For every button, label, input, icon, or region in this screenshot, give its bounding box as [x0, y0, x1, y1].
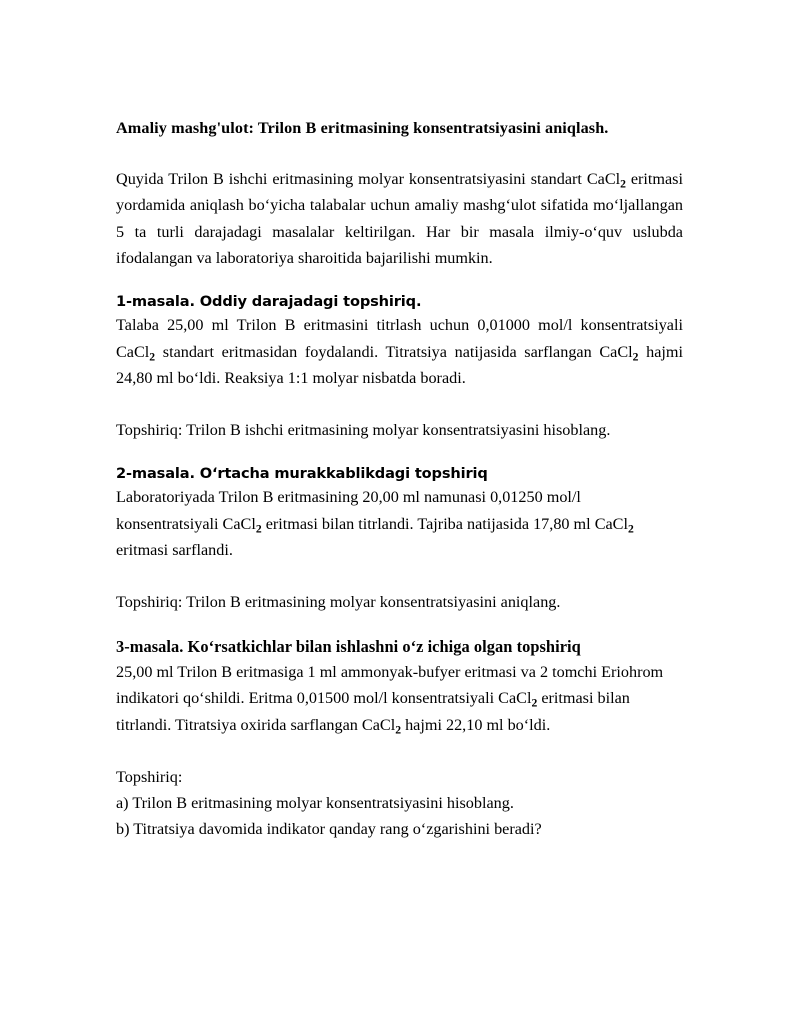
- masala-3-heading: 3-masala. Ko‘rsatkichlar bilan ishlashni o‘z ichiga olgan topshiriq: [116, 637, 581, 657]
- spacer: [116, 271, 683, 291]
- spacer: [116, 615, 683, 635]
- masala-3-body: [116, 659, 683, 738]
- spacer: [116, 563, 683, 589]
- masala-1-text-part1: Talaba 25,00 ml Trilon B eritmasini titrlash uchun 0,01000 mol/l konsentratsiyali CaCl: [116, 316, 683, 361]
- masala-3-text-part2: eritmasi bilan titrlandi. Titratsiya oxirida sarflangan CaCl: [116, 689, 630, 734]
- masala-2-text-part2: eritmasi bilan titrlandi. Tajriba natijasida 17,80 ml CaCl: [261, 514, 628, 533]
- masala-2-text-part3: eritmasi sarflandi.: [116, 540, 233, 559]
- intro-paragraph: [116, 166, 683, 271]
- masala-3-text-part1: 25,00 ml Trilon B eritmasiga 1 ml ammonyak-bufyer eritmasi va 2 tomchi Eriohrom indikatori qo‘shildi. Eritma 0,01500 mol/l konsentratsiyali CaCl: [116, 663, 664, 708]
- masala-1-body: [116, 312, 683, 391]
- subscript-two: 2: [395, 722, 402, 736]
- masala-3-text-part3: hajmi 22,10 ml bo‘ldi.: [401, 715, 551, 734]
- subscript-two: 2: [531, 696, 538, 710]
- intro-text-part1: Quyida Trilon B ishchi eritmasining molyar konsentratsiyasini standart CaCl: [116, 170, 621, 189]
- spacer: [116, 391, 683, 417]
- spacer: [116, 738, 683, 764]
- masala-2-text-part1: Laboratoriyada Trilon B eritmasining 20,00 ml namunasi 0,01250 mol/l konsentratsiyali CaCl: [116, 488, 581, 533]
- subscript-two: 2: [627, 521, 634, 535]
- masala-2-heading: 2-masala. O‘rtacha murakkablikdagi topshiriq: [116, 465, 488, 483]
- intro-text-part2: eritmasi yordamida aniqlash bo‘yicha talabalar uchun amaliy mashg‘ulot sifatida mo‘ljallangan 5 ta turli darajadagi masalalar keltirilgan. Har bir masala ilmiy-o‘quv uslubda ifodalangan va laboratoriya sharoitida bajarilishi mumkin.: [116, 170, 683, 267]
- spacer: [116, 443, 683, 463]
- masala-1-text-part2: standart eritmasidan foydalandi. Titratsiya natijasida sarflangan CaCl: [155, 342, 633, 361]
- masala-1-task: Topshiriq: Trilon B ishchi eritmasining molyar konsentratsiyasini hisoblang.: [116, 421, 611, 440]
- subscript-two: 2: [620, 177, 626, 191]
- masala-1-heading: 1-masala. Oddiy darajadagi topshiriq.: [116, 293, 422, 311]
- masala-3-task-b: b) Titratsiya davomida indikator qanday rang o‘zgarishini beradi?: [116, 820, 542, 839]
- masala-3-task-label: Topshiriq:: [116, 767, 183, 786]
- subscript-two: 2: [255, 521, 262, 535]
- subscript-two: 2: [149, 349, 156, 363]
- masala-3-task-a: a) Trilon B eritmasining molyar konsentratsiyasini hisoblang.: [116, 794, 514, 813]
- masala-2-body: [116, 484, 683, 563]
- masala-1-text-part3: hajmi 24,80 ml bo‘ldi. Reaksiya 1:1 molyar nisbatda boradi.: [116, 342, 683, 387]
- masala-2-task: Topshiriq: Trilon B eritmasining molyar konsentratsiyasini aniqlang.: [116, 593, 561, 612]
- page-title: Amaliy mashg'ulot: Trilon B eritmasining konsentratsiyasini aniqlash.: [116, 119, 609, 137]
- subscript-two: 2: [632, 349, 639, 363]
